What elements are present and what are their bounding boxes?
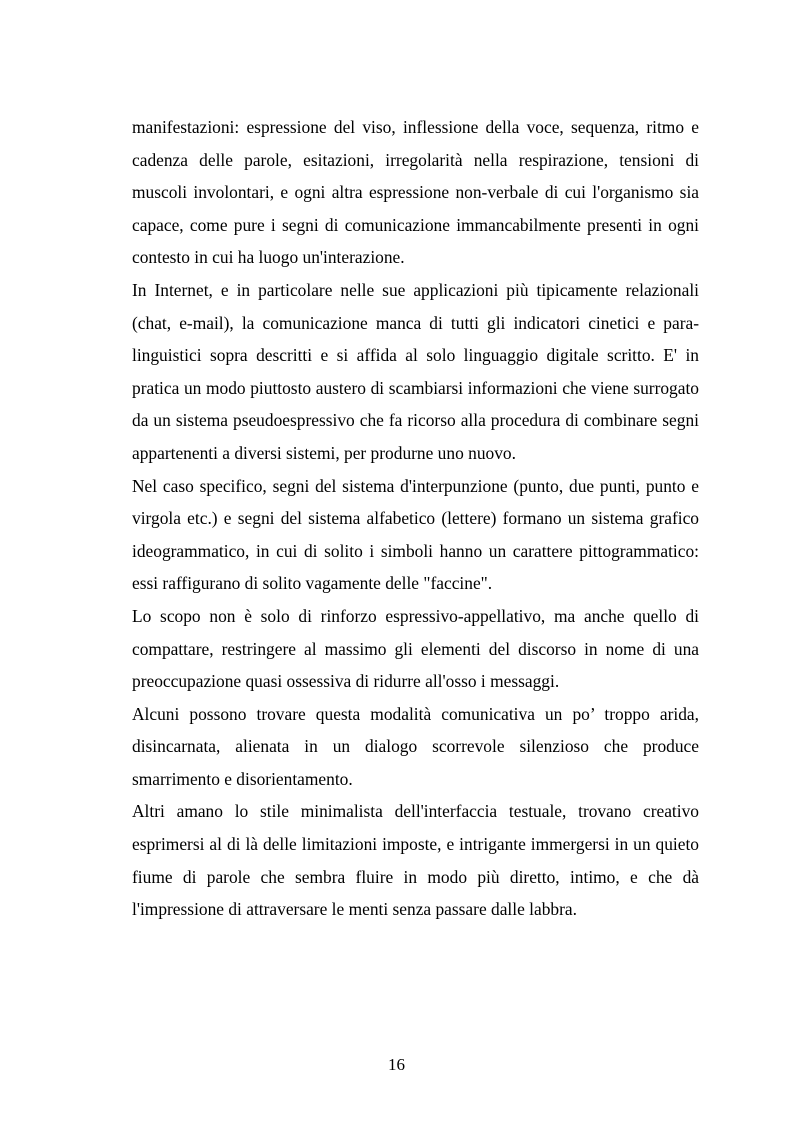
paragraph: Altri amano lo stile minimalista dell'interfaccia testuale, trovano creativo esprimersi al di là delle limitazioni imposte, e intrigante immergersi in un quieto fiume di parole che sembra fluire in modo più diretto, intimo, e che dà l'impressione di attraversare le menti senza passare dalle labbra.	[132, 801, 699, 920]
page-number: 16	[388, 1055, 405, 1074]
paragraph: Alcuni possono trovare questa modalità comunicativa un po’ troppo arida, disincarnata, alienata in un dialogo scorrevole silenzioso che produce smarrimento e disorientamento.	[132, 703, 699, 789]
paragraph: In Internet, e in particolare nelle sue applicazioni più tipicamente relazionali (chat, e-mail), la comunicazione manca di tutti gli indicatori cinetici e para-linguistici sopra descritti e si affida al solo linguaggio digitale scritto. E' in pratica un modo piuttosto austero di scambiarsi informazioni che viene surrogato da un sistema pseudoespressivo che fa ricorso alla procedura di combinare segni appartenenti a diversi sistemi, per produrne uno nuovo.	[132, 279, 699, 463]
body-text	[132, 111, 699, 926]
paragraph: Nel caso specifico, segni del sistema d'interpunzione (punto, due punti, punto e virgola etc.) e segni del sistema alfabetico (lettere) formano un sistema grafico ideogrammatico, in cui di solito i simboli hanno un carattere pittogrammatico: essi raffigurano di solito vagamente delle "faccine".	[132, 475, 699, 594]
paragraph: manifestazioni: espressione del viso, inflessione della voce, sequenza, ritmo e cadenza delle parole, esitazioni, irregolarità nella respirazione, tensioni di muscoli involontari, e ogni altra espressione non-verbale di cui l'organismo sia capace, come pure i segni di comunicazione immancabilmente presenti in ogni contesto in cui ha luogo un'interazione.	[132, 117, 699, 268]
paragraph: Lo scopo non è solo di rinforzo espressivo-appellativo, ma anche quello di compattare, restringere al massimo gli elementi del discorso in nome di una preoccupazione quasi ossessiva di ridurre all'osso i messaggi.	[132, 605, 699, 692]
